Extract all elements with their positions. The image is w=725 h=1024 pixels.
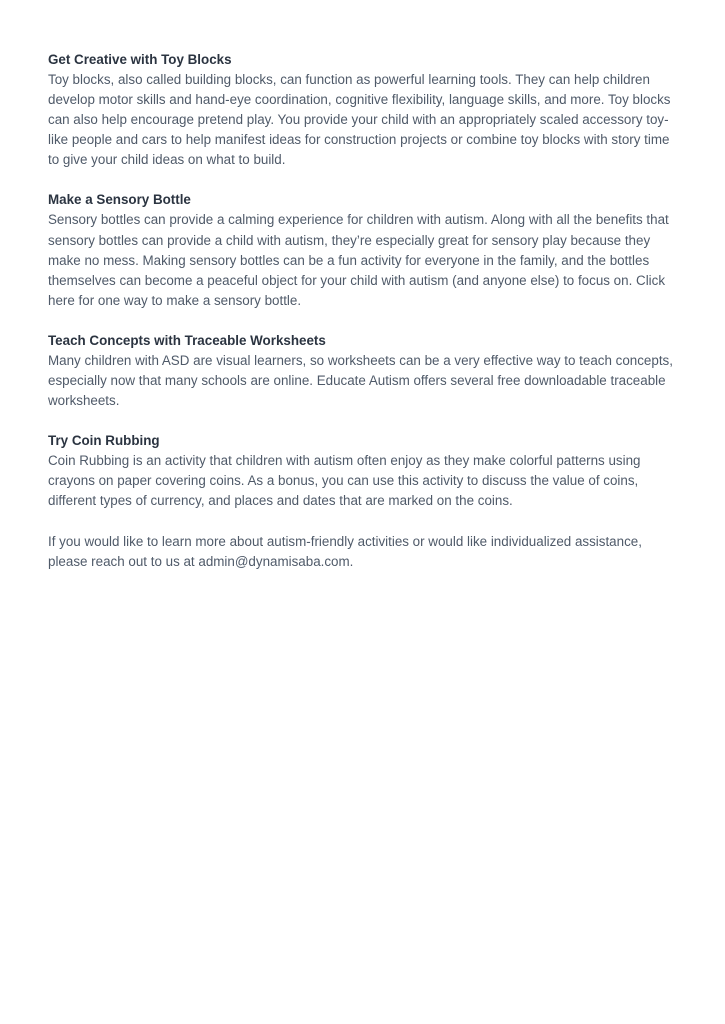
section-heading: Make a Sensory Bottle (48, 192, 191, 208)
section-body: Toy blocks, also called building blocks, can function as powerful learning tools. They can help children develop motor skills and hand-eye coordination, cognitive flexibility, language skills, and more. Toy blocks can also help encourage pretend play. You provide your child with an appropriately scaled accessory toy-like people and cars to help manifest ideas for construction projects or combine toy blocks with story time to give your child ideas on what to build. (48, 72, 671, 168)
section-toy-blocks (48, 50, 676, 170)
closing-section (48, 532, 676, 572)
section-heading: Try Coin Rubbing (48, 433, 160, 449)
section-body: Coin Rubbing is an activity that children with autism often enjoy as they make colorful patterns using crayons on paper covering coins. As a bonus, you can use this activity to discuss the value of coins, different types of currency, and places and dates that are marked on the coins. (48, 453, 641, 509)
section-heading: Teach Concepts with Traceable Worksheets (48, 332, 326, 348)
document-page (48, 50, 676, 592)
section-coin-rubbing (48, 431, 676, 511)
section-body: Sensory bottles can provide a calming experience for children with autism. Along with all the benefits that sensory bottles can provide a child with autism, they’re especially great for sensory play because they make no mess. Making sensory bottles can be a fun activity for everyone in the family, and the bottles themselves can become a peaceful object for your child with autism (and anyone else) to focus on. Click here for one way to make a sensory bottle. (48, 212, 669, 308)
section-sensory-bottle (48, 190, 676, 310)
closing-paragraph: If you would like to learn more about autism-friendly activities or would like individualized assistance, please reach out to us at admin@dynamisaba.com. (48, 533, 642, 569)
section-traceable-worksheets (48, 331, 676, 411)
section-heading: Get Creative with Toy Blocks (48, 52, 232, 67)
section-body: Many children with ASD are visual learners, so worksheets can be a very effective way to teach concepts, especially now that many schools are online. Educate Autism offers several free downloadable traceable worksheets. (48, 352, 673, 409)
